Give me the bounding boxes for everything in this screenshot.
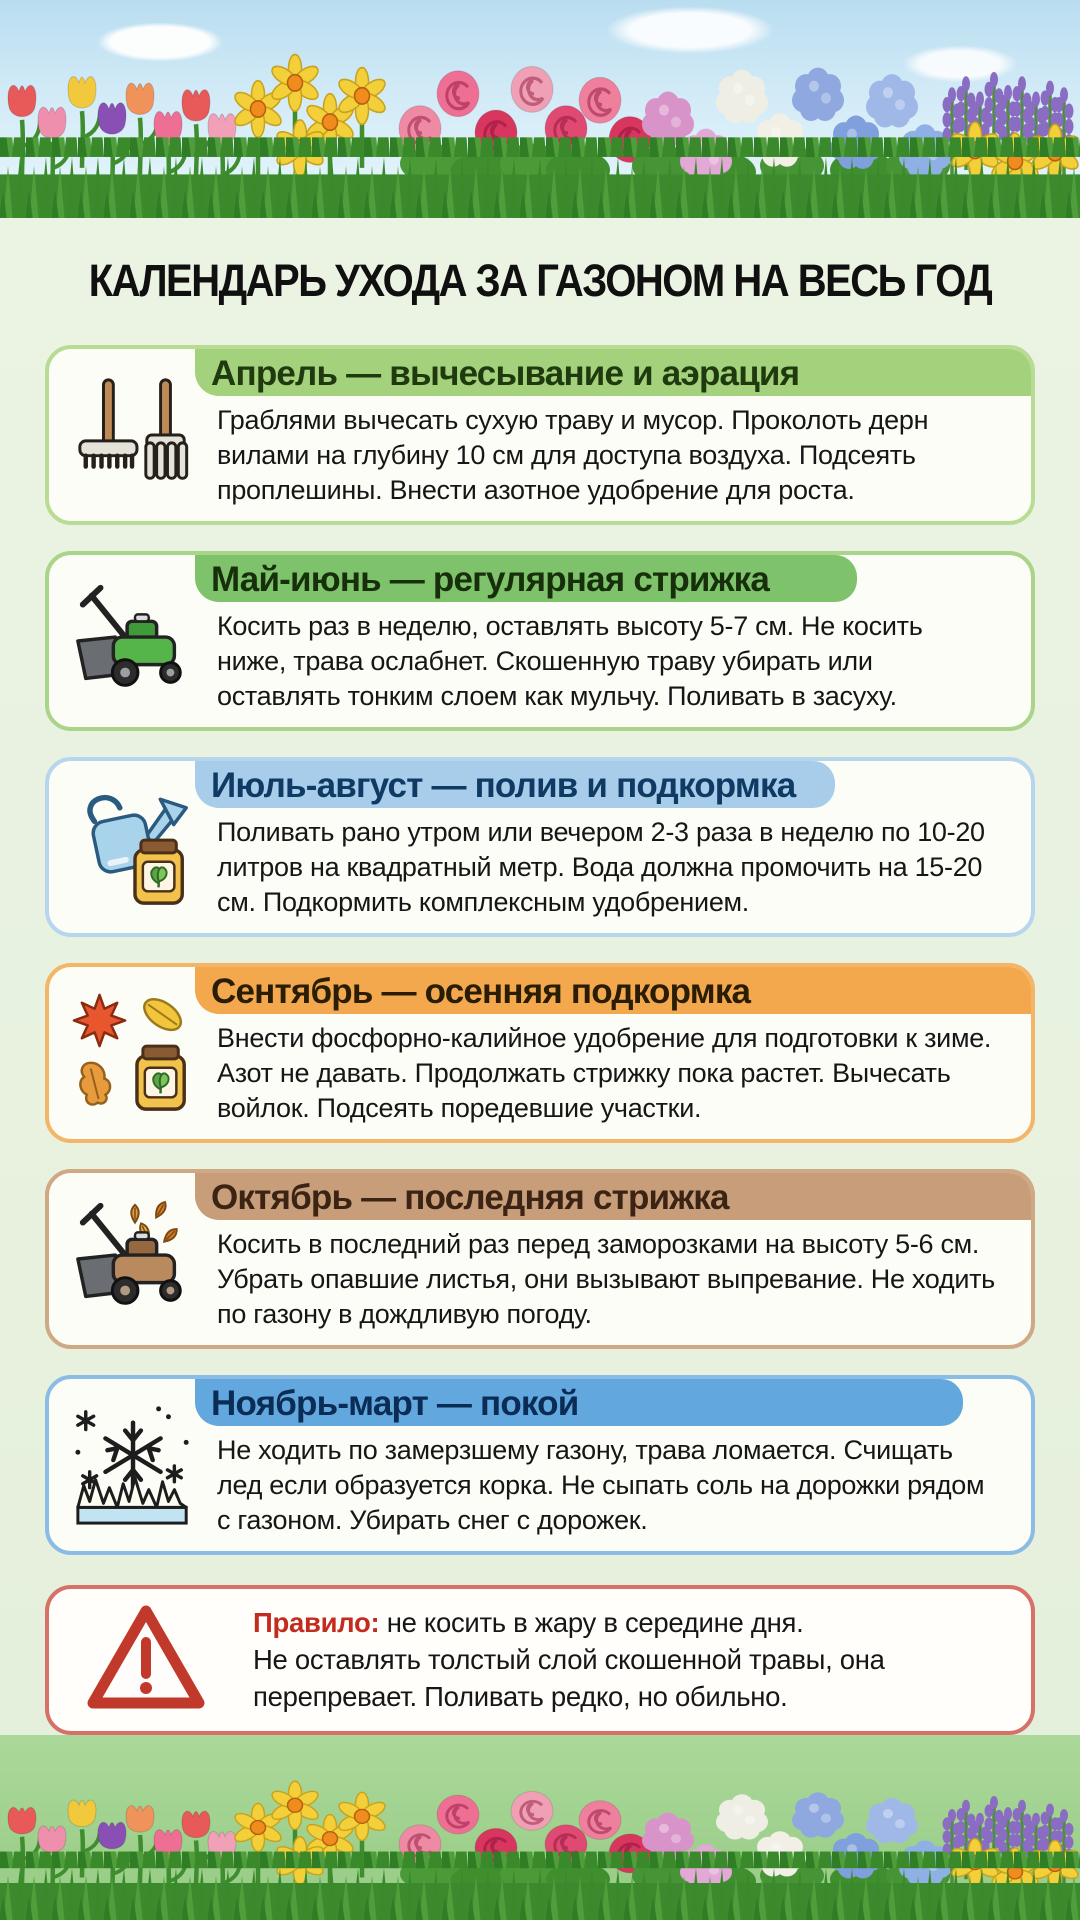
page-title: КАЛЕНДАРЬ УХОДА ЗА ГАЗОНОМ НА ВЕСЬ ГОД (88, 255, 992, 307)
autumn-leaves-icon (63, 982, 205, 1124)
card-header: Октябрь — последняя стрижка (195, 1173, 1031, 1220)
month-card-april (45, 345, 1035, 525)
watering-can-icon (63, 776, 205, 918)
card-body: Внести фосфорно-калийное удобрение для подготовки к зиме. Азот не давать. Продолжать стрижку пока растет. Вычесать войлок. Подсеять поредевшие участки. (217, 1023, 992, 1123)
snowflakes-icon (63, 1394, 205, 1536)
flower-border-illustration (0, 1735, 1080, 1920)
card-body: Граблями вычесать сухую траву и мусор. Проколоть дерн вилами на глубину 10 см для доступа воздуха. Подсеять проплешины. Внести азотное удобрение для роста. (217, 405, 929, 505)
card-body: Косить раз в неделю, оставлять высоту 5-7 см. Не косить ниже, трава ослабнет. Скошенную траву убирать или оставлять тонким слоем как мульчу. Поливать в засуху. (217, 611, 923, 711)
rule-text (253, 1604, 1007, 1715)
mower-with-leaves-icon (63, 1188, 205, 1330)
rake-and-fork-icon (63, 364, 205, 506)
month-cards (45, 345, 1035, 1555)
card-body: Не ходить по замерзшему газону, трава ломается. Счищать лед если образуется корка. Не сыпать соль на дорожки рядом с газоном. Убирать снег с дорожек. (217, 1435, 985, 1535)
warning-triangle-icon (71, 1590, 221, 1730)
month-card-july-august (45, 757, 1035, 937)
card-header: Июль-август — полив и подкормка (195, 761, 835, 808)
lawn-mower-icon (63, 570, 205, 712)
rule-label: Правило: (253, 1607, 380, 1638)
rule-card (45, 1585, 1035, 1735)
flower-border-illustration (0, 0, 1080, 218)
title-area (0, 218, 1080, 345)
card-header: Апрель — вычесывание и аэрация (195, 349, 1031, 396)
card-header: Май-июнь — регулярная стрижка (195, 555, 857, 602)
month-card-september (45, 963, 1035, 1143)
card-body: Косить в последний раз перед заморозками на высоту 5-6 см. Убрать опавшие листья, они вызывают выпревание. Не ходить по газону в дождливую погоду. (217, 1229, 995, 1329)
card-header: Ноябрь-март — покой (195, 1379, 963, 1426)
top-flower-banner (0, 0, 1080, 218)
card-body: Поливать рано утром или вечером 2-3 раза в неделю по 10-20 литров на квадратный метр. Вода должна промочить на 15-20 см. Подкормить комплексным удобрением. (217, 817, 985, 917)
month-card-may-june (45, 551, 1035, 731)
bottom-flower-banner (0, 1735, 1080, 1920)
rule-rest: Не оставлять толстый слой скошенной травы, она перепревает. Поливать редко, но обильно. (253, 1644, 885, 1712)
rule-line1: не косить в жару в середине дня. (386, 1607, 804, 1638)
month-card-november-march (45, 1375, 1035, 1555)
card-header: Сентябрь — осенняя подкормка (195, 967, 1031, 1014)
rule-first-line (253, 1604, 1007, 1641)
month-card-october (45, 1169, 1035, 1349)
